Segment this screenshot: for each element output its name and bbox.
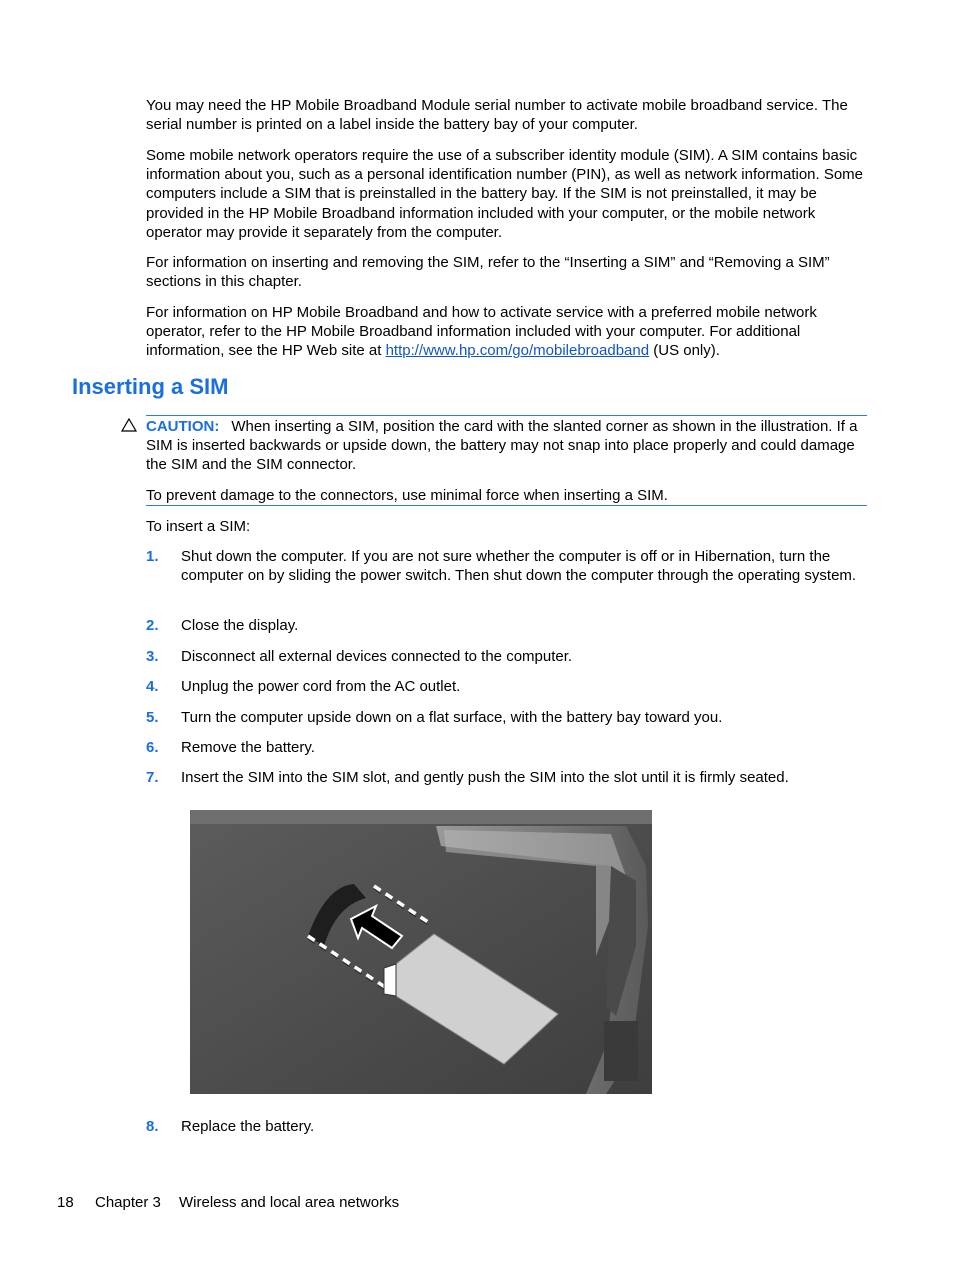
step-text: Remove the battery. [181,739,315,756]
steps-intro: To insert a SIM: [146,518,251,535]
caution-text: When inserting a SIM, position the card with the slanted corner as shown in the illustration. If a SIM is inserted backwards or upside down, the battery may not snap into place properly and could damage the SIM and the SIM connector. [146,418,858,474]
step-text: Insert the SIM into the SIM slot, and gently push the SIM into the slot until it is firmly seated. [181,769,789,786]
step-number: 4. [146,678,159,695]
step-number: 8. [146,1118,159,1135]
intro-paragraph-3: For information on inserting and removing the SIM, refer to the “Inserting a SIM” and “Removing a SIM” sections in this chapter. [146,254,830,291]
sim-insertion-illustration [186,806,658,1098]
sim-notch-corner [384,964,396,996]
step-number: 5. [146,709,159,726]
caution-bottom-rule [146,505,867,506]
intro-paragraph-4-suffix: (US only). [649,342,720,360]
footer-chapter: Chapter 3 [95,1194,161,1211]
step-number: 3. [146,648,159,665]
caution-paragraph-2: To prevent damage to the connectors, use minimal force when inserting a SIM. [146,487,668,504]
step-item [146,547,870,605]
bay-top-rim [190,810,652,824]
bay-connector [604,1021,638,1081]
step-text: Shut down the computer. If you are not sure whether the computer is off or in Hibernation, turn the computer on by sliding the power switch. Then shut down the computer through the operating system. [181,548,857,585]
step-text: Turn the computer upside down on a flat surface, with the battery bay toward you. [181,709,723,726]
caution-triangle-icon [121,418,137,432]
intro-paragraph-1: You may need the HP Mobile Broadband Module serial number to activate mobile broadband service. The serial number is printed on a label inside the battery bay of your computer. [146,97,848,134]
mobile-broadband-link[interactable]: http://www.hp.com/go/mobilebroadband [385,342,650,360]
footer-chapter-title: Wireless and local area networks [179,1194,400,1211]
section-heading: Inserting a SIM [72,374,229,399]
step-text: Close the display. [181,617,299,634]
step-number: 6. [146,739,159,756]
step-text: Unplug the power cord from the AC outlet. [181,678,461,695]
step-text: Disconnect all external devices connected to the computer. [181,648,573,665]
step-number: 7. [146,769,159,786]
intro-paragraph-4 [146,303,870,361]
caution-label: CAUTION: [146,418,220,435]
step-text: Replace the battery. [181,1118,315,1135]
caution-top-rule [146,415,867,416]
footer-page-number: 18 [57,1194,74,1211]
intro-paragraph-4-text: For information on HP Mobile Broadband and how to activate service with a preferred mobile network operator, refer to the HP Mobile Broadband information included with your computer. For additional information, see the HP Web site at [146,304,817,360]
intro-paragraph-2: Some mobile network operators require the use of a subscriber identity module (SIM). A SIM contains basic information about you, such as a personal identification number (PIN), as well as network information. Some computers include a SIM that is preinstalled in the battery bay. If the SIM is not preinstalled, it may be provided in the HP Mobile Broadband information included with your computer, or the mobile network operator may provide it separately from the computer. [146,147,864,241]
caution-paragraph [146,417,870,475]
step-number: 2. [146,617,159,634]
step-number: 1. [146,548,159,565]
